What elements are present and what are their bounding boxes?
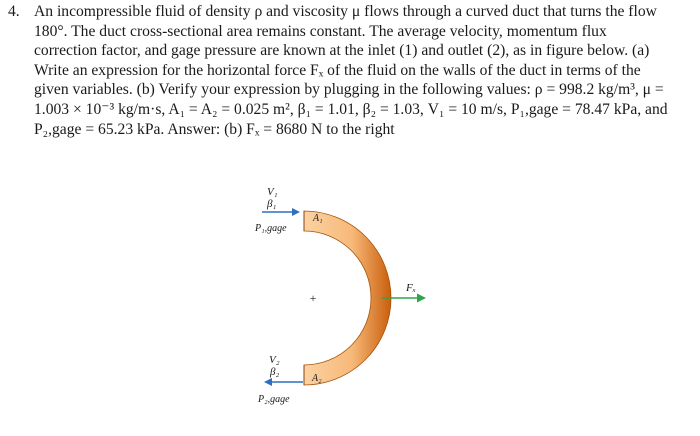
center-mark: + xyxy=(309,291,317,305)
problem-line-4: Write an expression for the horizontal force Fₓ of the fluid on the walls of the duct in terms of the xyxy=(34,61,641,79)
inlet-beta-label: β₁ xyxy=(267,198,277,210)
outlet-pressure-label: P₂,gage xyxy=(258,394,290,405)
problem-line-6: 1.003 × 10⁻³ kg/m·s, A₁ = A₂ = 0.025 m², β₁ = 1.01, β₂ = 1.03, V₁ = 10 m/s, P₁,gage = 78.47 kPa, and xyxy=(34,101,668,118)
outlet-beta-label: β₂ xyxy=(270,366,280,378)
curved-duct xyxy=(304,211,391,385)
problem-number: 4. xyxy=(8,3,20,20)
inlet-pressure-label: P₁,gage xyxy=(255,223,287,234)
problem-line-3: correction factor, and gage pressure are known at the inlet (1) and outlet (2), as in figure below. (a) xyxy=(34,42,650,60)
inlet-area-label: A₁ xyxy=(313,213,323,224)
outlet-velocity-label: V₂ xyxy=(269,354,280,366)
problem-line-1: An incompressible fluid of density ρ and viscosity μ flows through a curved duct that turns the flow xyxy=(34,3,657,20)
problem-line-2: 180°. The duct cross-sectional area remains constant. The average velocity, momentum flux xyxy=(34,22,607,40)
inlet-velocity-label: V₁ xyxy=(267,186,278,198)
force-label: Fₓ xyxy=(406,282,416,294)
problem-line-7: P₂,gage = 65.23 kPa. Answer: (b) Fₓ = 8680 N to the right xyxy=(34,120,395,138)
outlet-area-label: A₂ xyxy=(312,373,322,384)
problem-line-5: given variables. (b) Verify your expression by plugging in the following values: ρ = 998.2 kg/m³, μ = xyxy=(34,81,664,99)
